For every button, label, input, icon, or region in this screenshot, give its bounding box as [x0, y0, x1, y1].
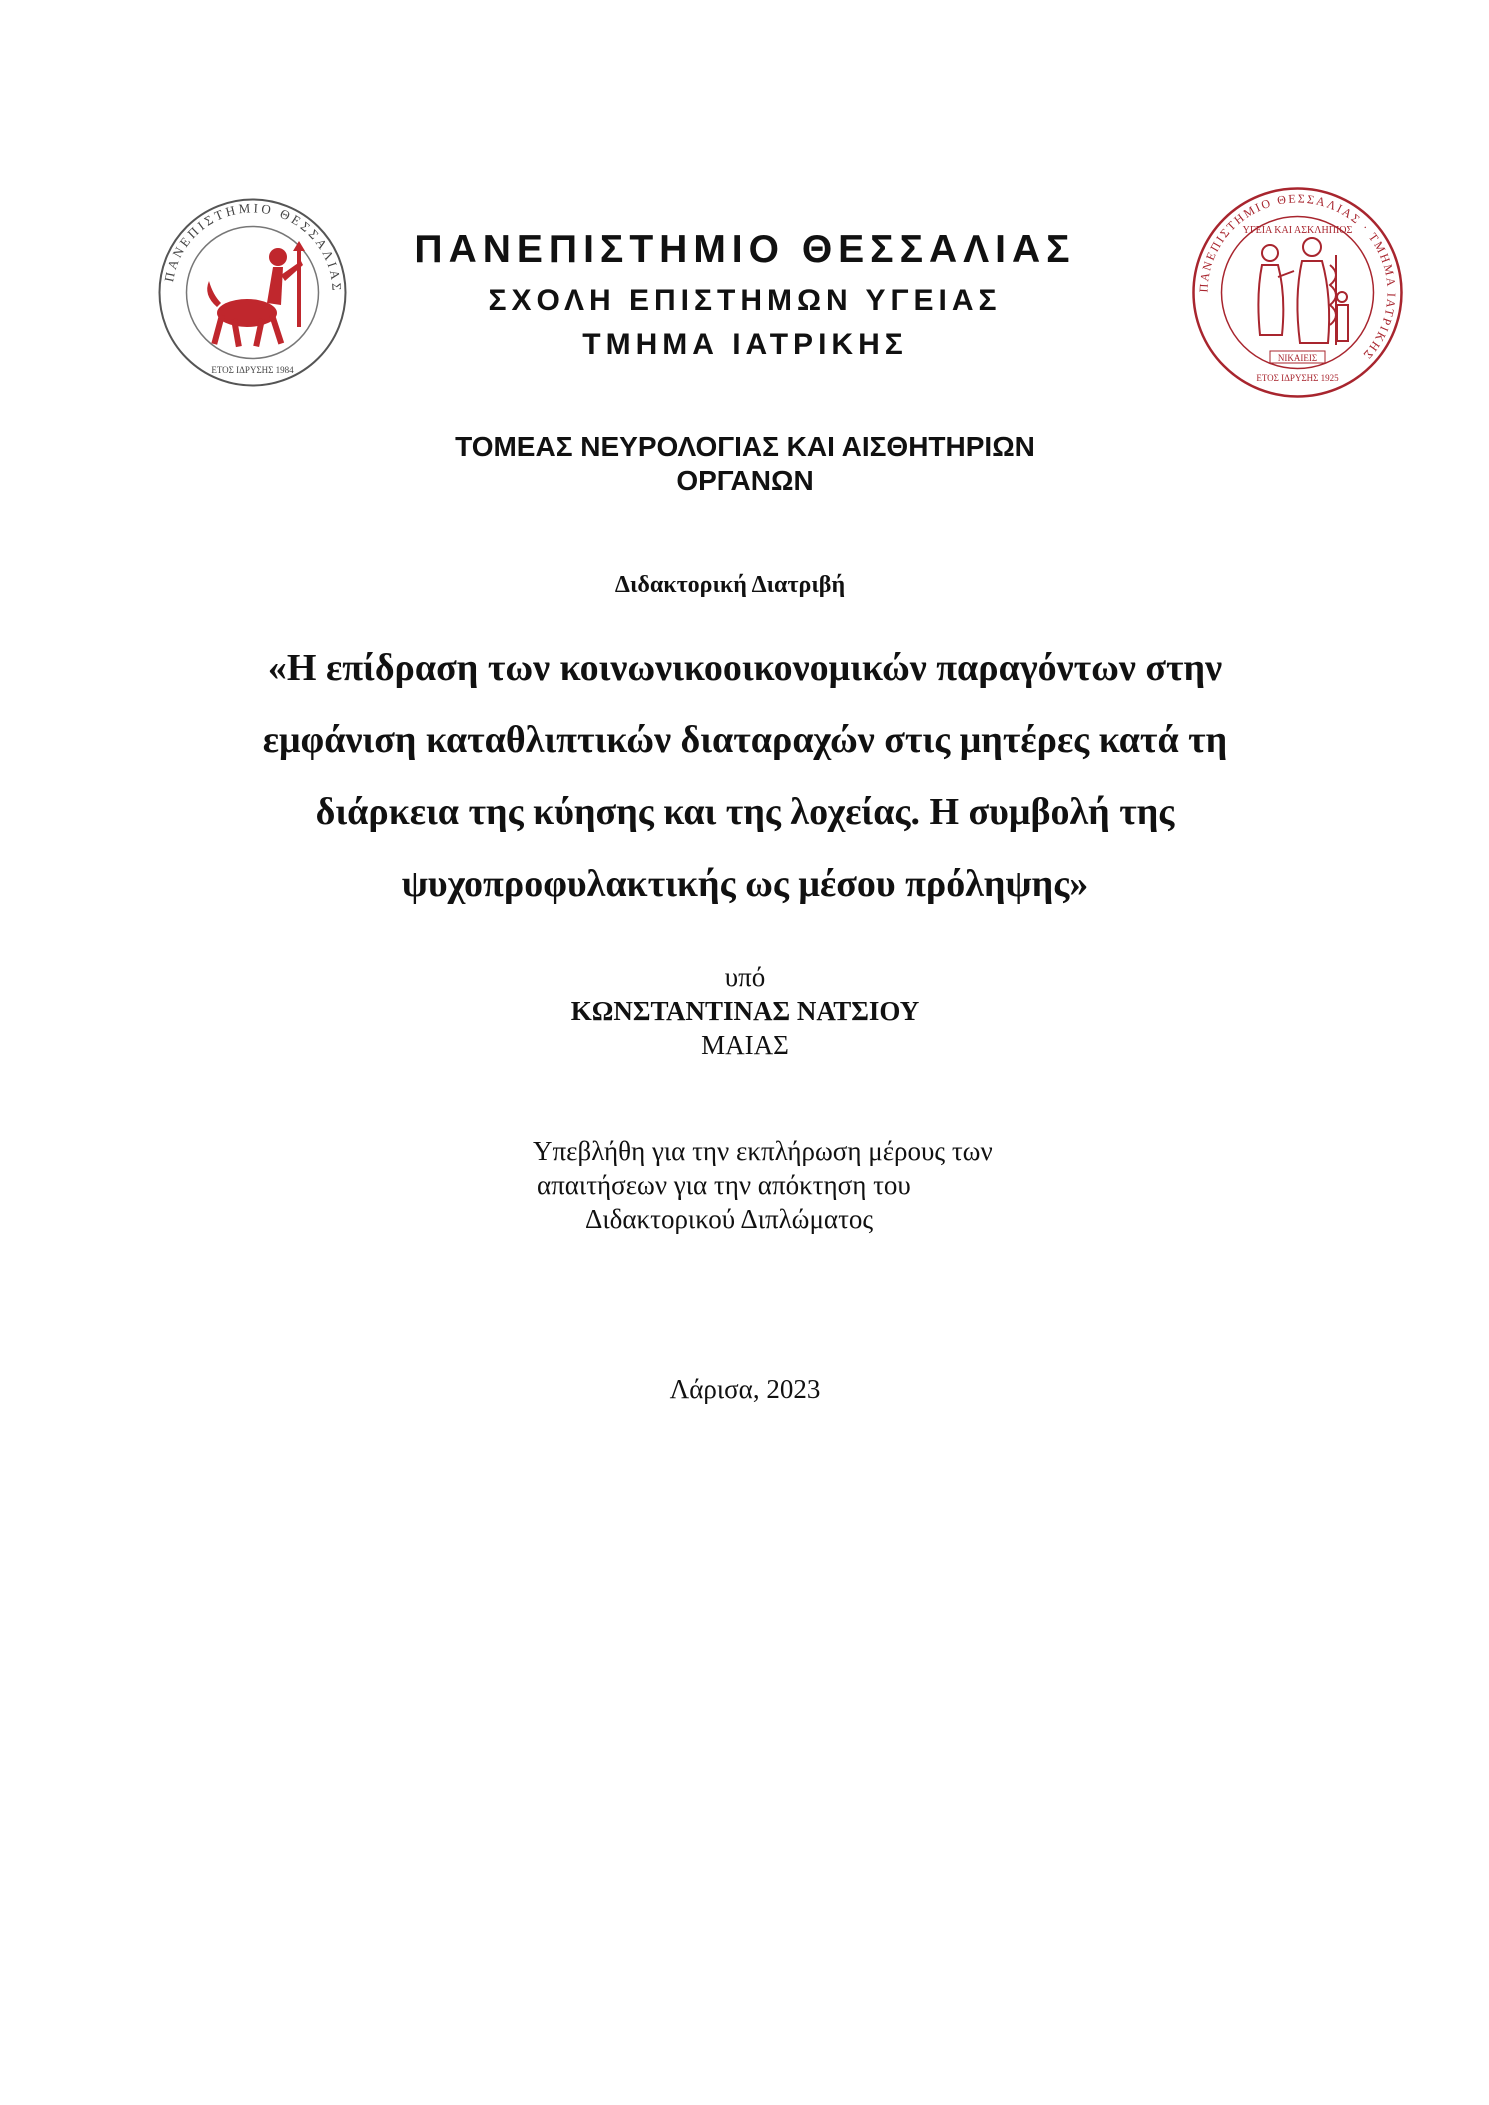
thesis-title-line: εμφάνιση καταθλιπτικών διαταραχών στις μητέρες κατά τη	[262, 719, 1228, 761]
school-name: ΣΧΟΛΗ ΕΠΙΣΤΗΜΩΝ ΥΓΕΙΑΣ	[488, 284, 1002, 317]
submission-line-3: Διδακτορικού Διπλώματος	[585, 1204, 874, 1234]
medical-school-seal-logo	[1190, 185, 1405, 400]
sector-line-1: ΤΟΜΕΑΣ ΝΕΥΡΟΛΟΓΙΑΣ ΚΑΙ ΑΙΣΘΗΤΗΡΙΩΝ	[455, 431, 1035, 462]
university-seal-logo	[155, 195, 350, 390]
author-name: ΚΩΝΣΤΑΝΤΙΝΑΣ ΝΑΤΣΙΟΥ	[570, 996, 920, 1026]
right-seal-ring-text: ΠΑΝΕΠΙΣΤΗΜΙΟ ΘΕΣΣΑΛΙΑΣ · ΤΜΗΜΑ ΙΑΤΡΙΚΗΣ	[1196, 191, 1399, 364]
by-label: υπό	[724, 962, 766, 992]
thesis-type: Διδακτορική Διατριβή	[614, 572, 846, 598]
thesis-title-line: «Η επίδραση των κοινωνικοοικονομικών παραγόντων στην	[267, 647, 1223, 689]
right-seal-motto: ΥΓΕΙΑ ΚΑΙ ΑΣΚΛΗΠΙΟΣ	[1242, 225, 1353, 236]
sector-line-2: ΟΡΓΑΝΩΝ	[676, 465, 814, 496]
centaur-seal-icon	[155, 195, 350, 390]
asclepius-seal-icon	[1190, 185, 1405, 400]
submission-line-1: Υπεβλήθη για την εκπλήρωση μέρους των	[533, 1136, 993, 1166]
right-seal-bottom-text: ΕΤΟΣ ΙΔΡΥΣΗΣ 1925	[1256, 373, 1339, 383]
left-seal-bottom-text: ΕΤΟΣ ΙΔΡΥΣΗΣ 1984	[211, 365, 294, 375]
left-seal-ring-text: ΠΑΝΕΠΙΣΤΗΜΙΟ ΘΕΣΣΑΛΙΑΣ	[161, 200, 345, 294]
thesis-title-line: ψυχοπροφυλακτικής ως μέσου πρόληψης»	[401, 863, 1089, 905]
author-profession: ΜΑΙΑΣ	[701, 1030, 789, 1060]
thesis-title	[195, 632, 1295, 920]
submission-line-2: απαιτήσεων για την απόκτηση του	[537, 1170, 911, 1200]
department-name: ΤΜΗΜΑ ΙΑΤΡΙΚΗΣ	[582, 328, 908, 361]
right-seal-banner: ΝΙΚΑΙΕΙΣ	[1277, 353, 1318, 363]
university-name: ΠΑΝΕΠΙΣΤΗΜΙΟ ΘΕΣΣΑΛΙΑΣ	[414, 228, 1076, 271]
sector-heading	[420, 430, 1070, 498]
place-date: Λάρισα, 2023	[669, 1374, 821, 1404]
thesis-title-line: διάρκεια της κύησης και της λοχείας. Η συμβολή της	[315, 791, 1175, 833]
